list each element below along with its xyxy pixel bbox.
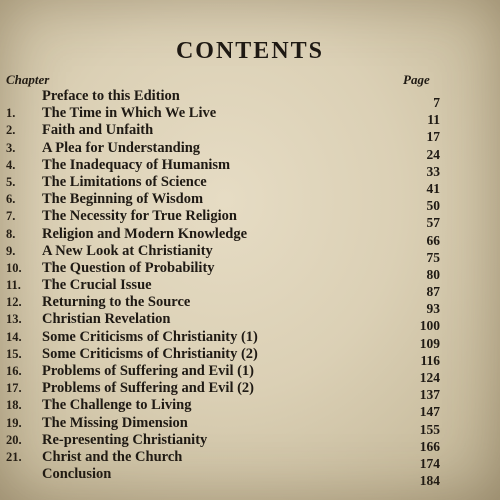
- page-number: 24: [426, 146, 440, 162]
- page-number: 11: [427, 112, 440, 128]
- page-number: 7: [433, 95, 440, 110]
- chapter-title: The Limitations of Science: [42, 173, 207, 190]
- chapter-number: 13.: [6, 312, 22, 327]
- toc-entry: [0, 105, 500, 128]
- toc-entry: [0, 173, 500, 196]
- chapter-title: The Challenge to Living: [42, 397, 192, 414]
- chapter-column-header: Chapter: [6, 72, 50, 87]
- chapter-title: The Time in Which We Live: [42, 105, 217, 122]
- chapter-number: 14.: [6, 329, 22, 344]
- toc-entry: [0, 328, 500, 351]
- chapter-number: 2.: [6, 123, 16, 138]
- toc-entry: [0, 122, 500, 145]
- chapter-title: The Crucial Issue: [42, 277, 152, 294]
- chapter-title: The Missing Dimension: [42, 414, 188, 431]
- page-number: 166: [419, 438, 440, 454]
- toc-entry: [0, 448, 500, 471]
- chapter-title: Returning to the Source: [42, 294, 191, 311]
- chapter-number: 5.: [6, 174, 16, 189]
- chapter-number: 8.: [6, 226, 16, 241]
- page-number: 93: [426, 301, 440, 317]
- toc-entry: [0, 294, 500, 317]
- chapter-number: 19.: [6, 415, 22, 430]
- table-of-contents: [0, 88, 500, 489]
- chapter-number: 1.: [6, 106, 16, 121]
- page-number: 109: [419, 335, 440, 351]
- chapter-title: Preface to this Edition: [42, 88, 180, 104]
- toc-entry: [0, 466, 500, 489]
- chapter-number: 3.: [6, 140, 16, 155]
- toc-entry: [0, 259, 500, 282]
- chapter-title: The Question of Probability: [42, 259, 215, 276]
- page-number: 184: [419, 473, 440, 489]
- chapter-title: The Necessity for True Religion: [42, 208, 237, 225]
- chapter-title: Religion and Modern Knowledge: [42, 225, 248, 242]
- chapter-number: 4.: [6, 157, 16, 172]
- page-title: CONTENTS: [175, 38, 325, 64]
- chapter-title: Some Criticisms of Christianity (2): [42, 345, 258, 362]
- chapter-number: 9.: [6, 243, 16, 258]
- toc-entry: [0, 311, 500, 334]
- page-number: 41: [426, 180, 440, 196]
- toc-entry: [0, 431, 500, 454]
- chapter-title: The Inadequacy of Humanism: [42, 156, 231, 173]
- page-number: 116: [420, 352, 440, 368]
- page-number: 155: [419, 421, 440, 437]
- chapter-number: 10.: [6, 260, 22, 275]
- chapter-title: Problems of Suffering and Evil (2): [42, 380, 254, 397]
- page-number: 80: [426, 266, 440, 282]
- page-number: 124: [419, 370, 440, 385]
- toc-entry: [0, 225, 500, 248]
- chapter-number: 18.: [6, 398, 22, 413]
- toc-entry: [0, 414, 500, 437]
- chapter-title: Re-presenting Christianity: [42, 431, 208, 448]
- page-number: 137: [419, 387, 440, 403]
- page-number: 33: [426, 163, 440, 179]
- page-number: 50: [426, 198, 440, 214]
- chapter-title: Faith and Unfaith: [42, 122, 154, 139]
- page-number: 17: [426, 129, 440, 145]
- chapter-title: The Beginning of Wisdom: [42, 191, 204, 208]
- toc-entry: [0, 156, 500, 179]
- page-number: 57: [426, 215, 440, 231]
- page-number: 75: [426, 249, 440, 265]
- chapter-number: 21.: [6, 449, 22, 464]
- page-number: 87: [426, 284, 440, 300]
- chapter-title: A Plea for Understanding: [42, 139, 201, 156]
- chapter-title: Problems of Suffering and Evil (1): [42, 363, 254, 379]
- chapter-number: 20.: [6, 432, 22, 447]
- toc-entry: [0, 88, 500, 110]
- chapter-title: Some Criticisms of Christianity (1): [42, 328, 258, 345]
- toc-entry: [0, 345, 500, 368]
- page-number: 147: [419, 404, 440, 420]
- toc-entry: [0, 242, 500, 265]
- toc-entry: [0, 208, 500, 231]
- chapter-title: Conclusion: [42, 466, 112, 483]
- toc-entry: [0, 277, 500, 300]
- page-column-header: Page: [403, 72, 430, 87]
- chapter-number: 6.: [6, 192, 16, 207]
- chapter-number: 11.: [6, 278, 21, 293]
- chapter-number: 15.: [6, 346, 22, 361]
- chapter-number: 12.: [6, 295, 22, 310]
- page-number: 100: [419, 318, 440, 334]
- chapter-number: 17.: [6, 381, 22, 396]
- chapter-number: 7.: [6, 209, 16, 224]
- toc-entry: [0, 139, 500, 162]
- toc-entry: [0, 380, 500, 403]
- chapter-title: Christian Revelation: [42, 311, 171, 328]
- chapter-title: A New Look at Christianity: [42, 242, 213, 259]
- toc-entry: [0, 397, 500, 420]
- chapter-title: Christ and the Church: [42, 448, 183, 465]
- chapter-number: 16.: [6, 364, 22, 378]
- toc-entry: [0, 191, 500, 214]
- page-number: 174: [419, 455, 440, 471]
- toc-entry: [0, 363, 500, 385]
- page-number: 66: [426, 232, 440, 248]
